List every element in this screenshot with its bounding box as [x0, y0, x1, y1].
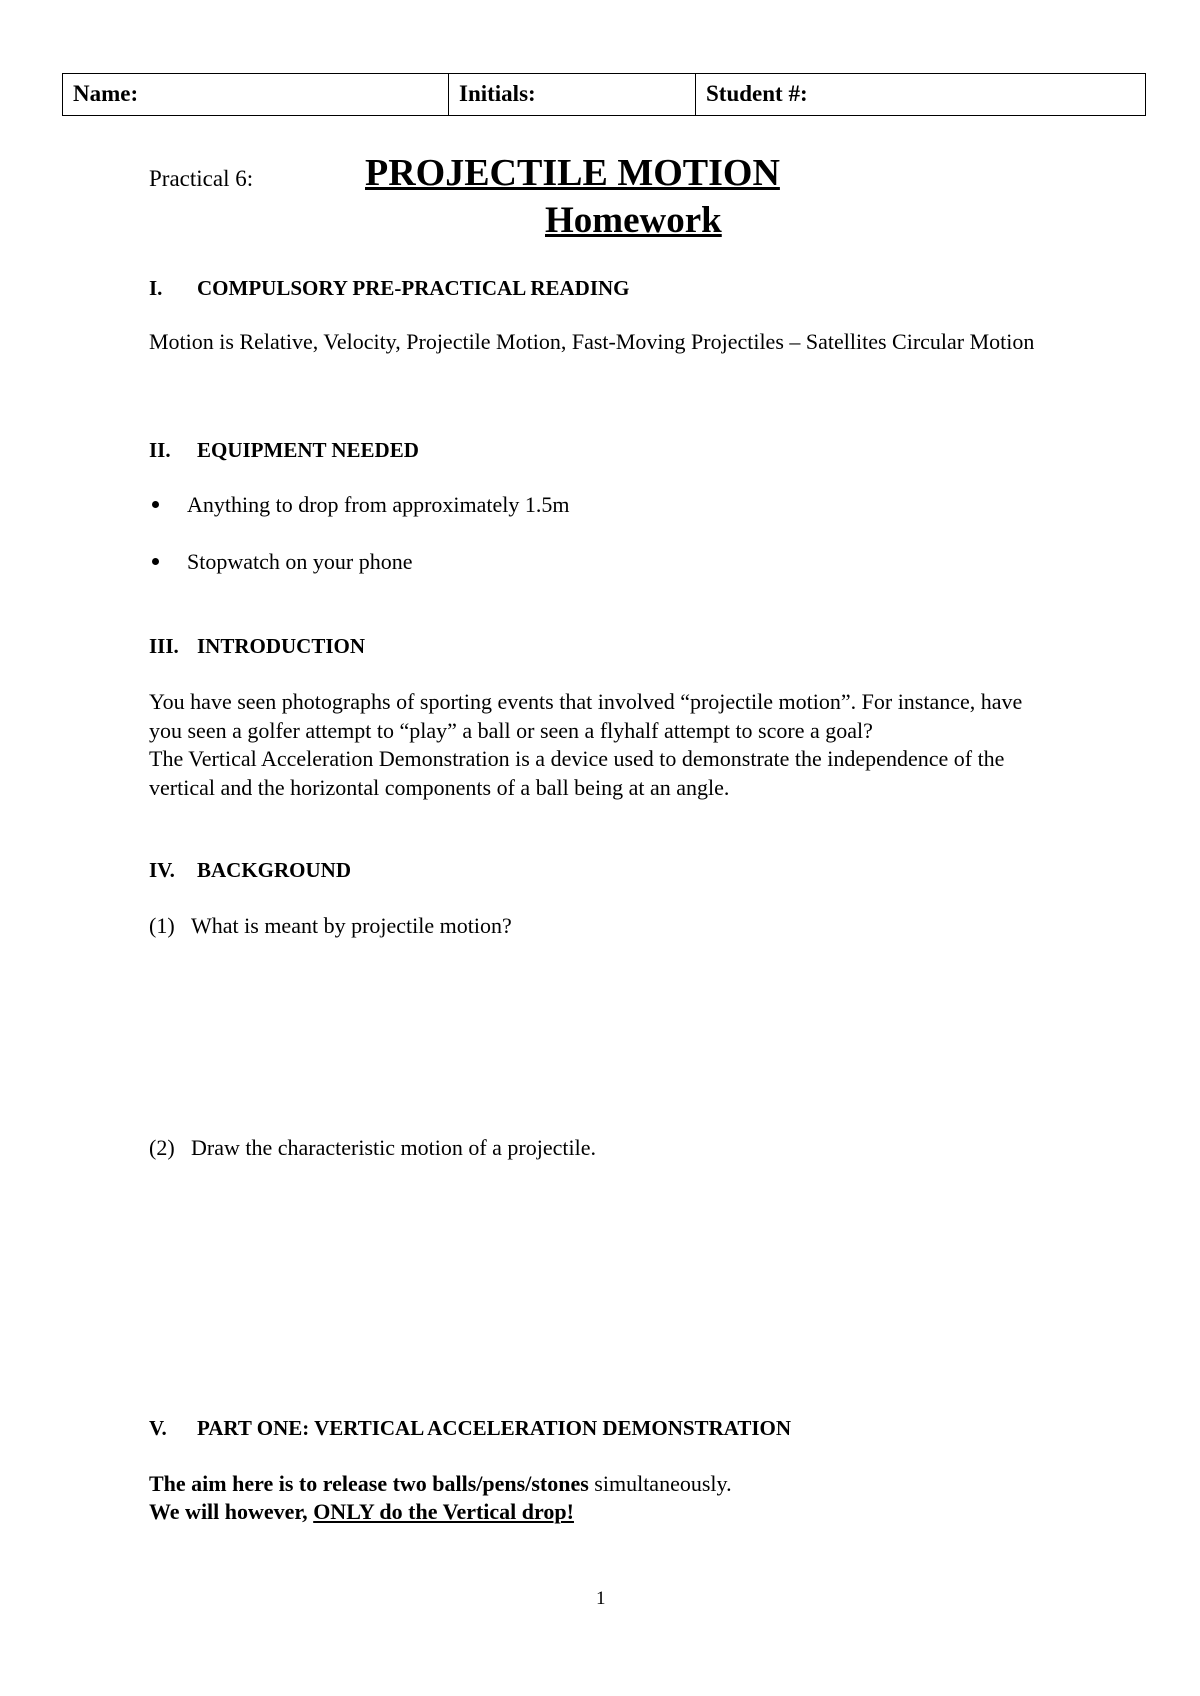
- practical-label: Practical 6:: [149, 166, 254, 191]
- initials-label: Initials:: [459, 81, 536, 106]
- student-info-table: [62, 73, 1146, 116]
- section-heading-equipment: [149, 438, 419, 463]
- aim-text-bold: The aim here is to release two balls/pens/stones: [149, 1471, 589, 1496]
- page-number: 1: [596, 1588, 606, 1609]
- section-number: I.: [149, 276, 163, 300]
- paragraph-line: The Vertical Acceleration Demonstration is a device used to demonstrate the independence of the: [149, 746, 1005, 771]
- section-title: EQUIPMENT NEEDED: [197, 438, 419, 462]
- paragraph-line: You have seen photographs of sporting events that involved “projectile motion”. For instance, have: [149, 689, 1023, 714]
- initials-field[interactable]: [448, 74, 695, 115]
- section-number: III.: [149, 634, 179, 658]
- name-field[interactable]: [63, 74, 448, 115]
- student-number-label: Student #:: [706, 81, 808, 106]
- question-number: (1): [149, 913, 175, 938]
- instruction-text-bold: We will however,: [149, 1499, 314, 1524]
- paragraph-line: you seen a golfer attempt to “play” a ball or seen a flyhalf attempt to score a goal?: [149, 717, 873, 743]
- section-heading-reading: [149, 276, 630, 301]
- bullet-icon: [152, 501, 159, 508]
- aim-text-rest: simultaneously.: [588, 1471, 732, 1496]
- name-label: Name:: [73, 81, 139, 106]
- section-heading-background: [149, 858, 351, 883]
- section-number: II.: [149, 438, 171, 462]
- question-text: What is meant by projectile motion?: [191, 913, 512, 938]
- drawing-space-2[interactable]: [149, 1172, 1149, 1402]
- list-item: [152, 549, 412, 575]
- aim-line: [149, 1470, 732, 1499]
- page-subtitle: Homework: [545, 200, 722, 241]
- question-1: [149, 913, 512, 939]
- question-2: [149, 1135, 596, 1161]
- section-number: IV.: [149, 858, 175, 882]
- introduction-paragraph: [149, 688, 1022, 802]
- page-title: PROJECTILE MOTION: [365, 152, 780, 194]
- question-number: (2): [149, 1135, 175, 1160]
- section-title: PART ONE: VERTICAL ACCELERATION DEMONSTRATION: [197, 1416, 792, 1440]
- answer-space-1[interactable]: [149, 950, 1149, 1130]
- instruction-line: [149, 1498, 574, 1527]
- instruction-text-underlined: ONLY do the Vertical drop!: [313, 1499, 574, 1524]
- section-heading-part-one: [149, 1416, 791, 1441]
- paragraph-line: vertical and the horizontal components of a ball being at an angle.: [149, 774, 730, 800]
- section-heading-introduction: [149, 634, 365, 659]
- list-item: [152, 492, 570, 518]
- section-title: BACKGROUND: [197, 858, 352, 882]
- bullet-icon: [152, 558, 159, 565]
- reading-list: Motion is Relative, Velocity, Projectile Motion, Fast-Moving Projectiles – Satellites Circular Motion: [149, 329, 1035, 354]
- list-item-text: Stopwatch on your phone: [187, 549, 413, 574]
- list-item-text: Anything to drop from approximately 1.5m: [187, 492, 570, 517]
- section-number: V.: [149, 1416, 167, 1440]
- section-title: COMPULSORY PRE-PRACTICAL READING: [197, 276, 630, 300]
- section-title: INTRODUCTION: [197, 634, 366, 658]
- question-text: Draw the characteristic motion of a projectile.: [191, 1135, 596, 1160]
- student-number-field[interactable]: [695, 74, 1145, 115]
